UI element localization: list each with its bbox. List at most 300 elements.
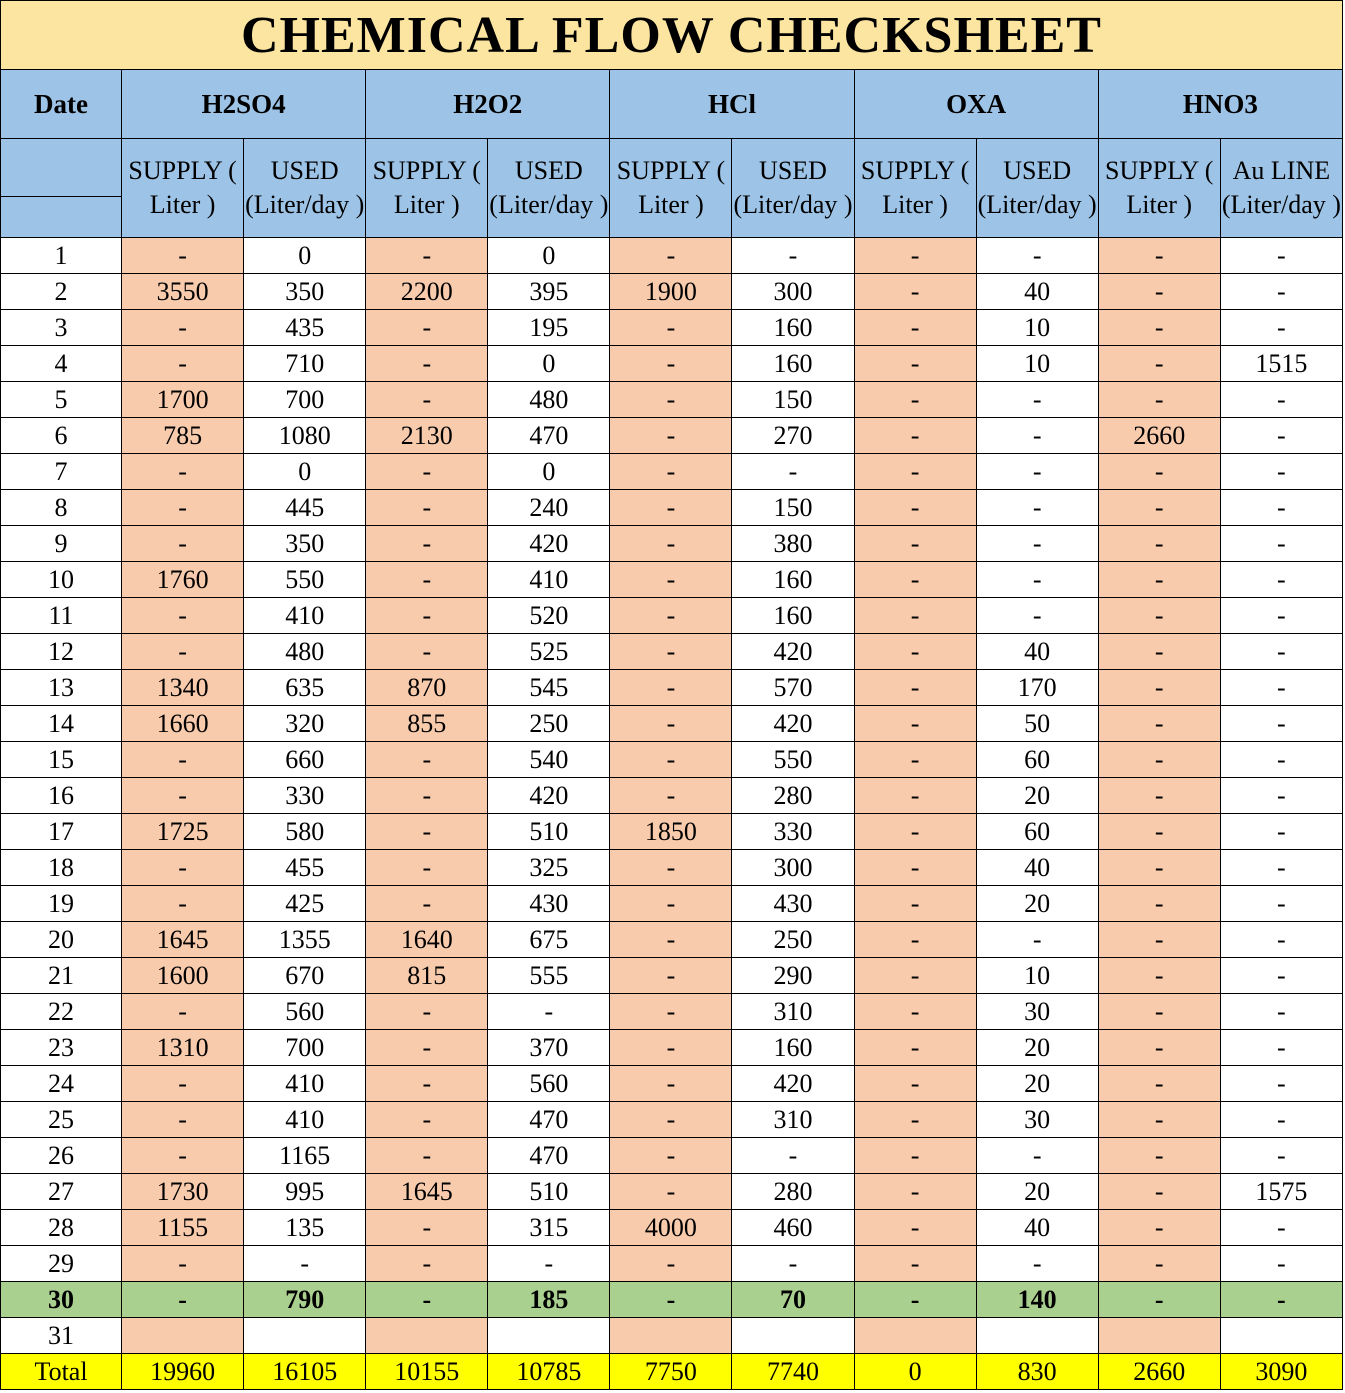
supply-header: SUPPLY ( Liter ) <box>1098 139 1220 238</box>
used-cell: 160 <box>732 346 854 382</box>
supply-cell: - <box>366 490 488 526</box>
date-cell: 9 <box>1 526 122 562</box>
table-row <box>1 490 1343 526</box>
supply-cell: - <box>122 490 244 526</box>
used-cell: 0 <box>488 454 610 490</box>
used-cell: 350 <box>244 526 366 562</box>
supply-cell: - <box>1098 1102 1220 1138</box>
supply-cell: - <box>1098 778 1220 814</box>
used-cell: 310 <box>732 994 854 1030</box>
used-cell: - <box>1220 634 1342 670</box>
table-row <box>1 238 1343 274</box>
used-cell: 510 <box>488 814 610 850</box>
used-cell: - <box>1220 994 1342 1030</box>
used-cell: - <box>1220 1210 1342 1246</box>
used-cell: - <box>1220 382 1342 418</box>
supply-cell: 1645 <box>366 1174 488 1210</box>
table-row <box>1 670 1343 706</box>
supply-cell: - <box>854 274 976 310</box>
used-cell: 160 <box>732 598 854 634</box>
supply-cell: - <box>1098 742 1220 778</box>
supply-cell: - <box>1098 310 1220 346</box>
supply-cell: - <box>366 238 488 274</box>
used-cell: 380 <box>732 526 854 562</box>
supply-cell: 1155 <box>122 1210 244 1246</box>
supply-cell: - <box>122 346 244 382</box>
used-cell: 315 <box>488 1210 610 1246</box>
used-cell: - <box>1220 1066 1342 1102</box>
used-cell: 675 <box>488 922 610 958</box>
used-cell: 410 <box>488 562 610 598</box>
used-cell: - <box>976 1138 1098 1174</box>
used-cell: 580 <box>244 814 366 850</box>
supply-cell: - <box>854 1066 976 1102</box>
used-cell: 0 <box>488 238 610 274</box>
used-cell: - <box>976 1246 1098 1282</box>
used-cell: - <box>1220 238 1342 274</box>
used-cell: - <box>732 1138 854 1174</box>
supply-cell: - <box>610 706 732 742</box>
date-subheader-blank-top <box>1 139 122 197</box>
supply-cell: - <box>854 706 976 742</box>
used-cell: 195 <box>488 310 610 346</box>
table-row <box>1 778 1343 814</box>
supply-cell: - <box>610 634 732 670</box>
used-cell: 635 <box>244 670 366 706</box>
table-row <box>1 994 1343 1030</box>
used-cell: 160 <box>732 1030 854 1066</box>
supply-cell: - <box>854 238 976 274</box>
supply-cell: - <box>122 1138 244 1174</box>
supply-cell: - <box>854 742 976 778</box>
supply-cell: - <box>366 1102 488 1138</box>
used-cell: 370 <box>488 1030 610 1066</box>
supply-cell: - <box>122 850 244 886</box>
supply-header: SUPPLY ( Liter ) <box>122 139 244 238</box>
date-cell: 14 <box>1 706 122 742</box>
used-cell: 435 <box>244 310 366 346</box>
used-cell: - <box>1220 850 1342 886</box>
used-cell: - <box>976 598 1098 634</box>
used-cell: 700 <box>244 382 366 418</box>
supply-cell: - <box>854 778 976 814</box>
table-row <box>1 1282 1343 1318</box>
supply-cell: - <box>610 238 732 274</box>
date-cell: 23 <box>1 1030 122 1066</box>
date-cell: 20 <box>1 922 122 958</box>
supply-cell: - <box>854 454 976 490</box>
supply-cell: - <box>1098 454 1220 490</box>
supply-cell: 785 <box>122 418 244 454</box>
supply-cell: - <box>854 1030 976 1066</box>
used-cell: 300 <box>732 274 854 310</box>
used-cell: 70 <box>732 1282 854 1318</box>
supply-cell: - <box>854 994 976 1030</box>
supply-cell: - <box>610 742 732 778</box>
used-cell: 50 <box>976 706 1098 742</box>
supply-cell: 1760 <box>122 562 244 598</box>
used-cell: - <box>1220 742 1342 778</box>
date-cell: 7 <box>1 454 122 490</box>
chemical-header-h2o2: H2O2 <box>366 70 610 139</box>
used-cell: 170 <box>976 670 1098 706</box>
supply-cell: - <box>610 850 732 886</box>
supply-cell: - <box>610 526 732 562</box>
supply-cell: - <box>1098 238 1220 274</box>
supply-cell: 1660 <box>122 706 244 742</box>
date-cell: 2 <box>1 274 122 310</box>
supply-cell: 1700 <box>122 382 244 418</box>
supply-cell: - <box>854 1246 976 1282</box>
used-cell: 300 <box>732 850 854 886</box>
table-row <box>1 850 1343 886</box>
total-cell: 830 <box>976 1354 1098 1390</box>
used-cell: - <box>1220 958 1342 994</box>
table-row <box>1 706 1343 742</box>
supply-cell: - <box>366 886 488 922</box>
supply-cell: - <box>366 778 488 814</box>
used-cell: 325 <box>488 850 610 886</box>
total-cell: 10785 <box>488 1354 610 1390</box>
used-cell: - <box>1220 490 1342 526</box>
table-row <box>1 382 1343 418</box>
supply-cell: - <box>610 1102 732 1138</box>
date-cell: 25 <box>1 1102 122 1138</box>
used-cell: - <box>1220 1138 1342 1174</box>
used-cell: 10 <box>976 310 1098 346</box>
used-cell: - <box>976 238 1098 274</box>
used-cell: 185 <box>488 1282 610 1318</box>
supply-cell: - <box>610 1282 732 1318</box>
supply-cell: - <box>1098 1210 1220 1246</box>
used-cell: 420 <box>732 634 854 670</box>
used-cell: - <box>1220 310 1342 346</box>
supply-cell: - <box>1098 670 1220 706</box>
used-cell: - <box>1220 1030 1342 1066</box>
supply-cell: - <box>854 382 976 418</box>
used-cell: - <box>1220 274 1342 310</box>
supply-cell: - <box>122 310 244 346</box>
supply-cell: 855 <box>366 706 488 742</box>
supply-cell: - <box>366 1030 488 1066</box>
supply-cell: - <box>366 1210 488 1246</box>
supply-cell: 2130 <box>366 418 488 454</box>
used-cell: - <box>1220 562 1342 598</box>
used-cell: 150 <box>732 490 854 526</box>
supply-cell: - <box>610 670 732 706</box>
used-cell: 20 <box>976 1030 1098 1066</box>
used-cell: 560 <box>244 994 366 1030</box>
used-cell: 540 <box>488 742 610 778</box>
used-cell: 470 <box>488 1102 610 1138</box>
supply-cell: - <box>1098 814 1220 850</box>
date-cell: 17 <box>1 814 122 850</box>
used-cell: 410 <box>244 1066 366 1102</box>
used-cell: 510 <box>488 1174 610 1210</box>
used-cell: 1080 <box>244 418 366 454</box>
supply-cell: - <box>122 1246 244 1282</box>
supply-cell: - <box>366 850 488 886</box>
used-cell: - <box>976 490 1098 526</box>
date-cell: 4 <box>1 346 122 382</box>
supply-cell <box>366 1318 488 1354</box>
used-cell: 1575 <box>1220 1174 1342 1210</box>
supply-cell: 2660 <box>1098 418 1220 454</box>
supply-cell: 1900 <box>610 274 732 310</box>
used-cell: 150 <box>732 382 854 418</box>
used-cell: 160 <box>732 310 854 346</box>
used-cell: 20 <box>976 778 1098 814</box>
supply-cell: - <box>122 1102 244 1138</box>
supply-cell: - <box>122 454 244 490</box>
used-cell: - <box>732 454 854 490</box>
table-row <box>1 346 1343 382</box>
used-cell: 470 <box>488 418 610 454</box>
supply-cell: - <box>366 1282 488 1318</box>
table-row <box>1 274 1343 310</box>
supply-cell: - <box>122 994 244 1030</box>
supply-cell: - <box>366 742 488 778</box>
used-cell: 290 <box>732 958 854 994</box>
used-cell: 20 <box>976 1174 1098 1210</box>
supply-cell: - <box>122 598 244 634</box>
date-cell: 8 <box>1 490 122 526</box>
used-cell <box>976 1318 1098 1354</box>
used-cell <box>732 1318 854 1354</box>
used-cell: 160 <box>732 562 854 598</box>
used-cell: 425 <box>244 886 366 922</box>
supply-cell: - <box>610 598 732 634</box>
supply-cell: - <box>854 490 976 526</box>
used-cell: 470 <box>488 1138 610 1174</box>
used-cell: - <box>976 418 1098 454</box>
supply-cell: 1640 <box>366 922 488 958</box>
used-cell: 420 <box>732 1066 854 1102</box>
date-cell: 5 <box>1 382 122 418</box>
supply-cell: 870 <box>366 670 488 706</box>
supply-cell: - <box>610 1138 732 1174</box>
used-cell: 460 <box>732 1210 854 1246</box>
used-cell: - <box>488 1246 610 1282</box>
used-cell: 420 <box>732 706 854 742</box>
date-header: Date <box>1 70 122 139</box>
used-cell: - <box>1220 598 1342 634</box>
used-cell: 570 <box>732 670 854 706</box>
used-cell <box>1220 1318 1342 1354</box>
supply-cell: - <box>854 922 976 958</box>
supply-cell: - <box>1098 886 1220 922</box>
supply-cell: - <box>366 1066 488 1102</box>
supply-cell: - <box>854 310 976 346</box>
supply-cell: - <box>854 1102 976 1138</box>
used-cell: - <box>1220 526 1342 562</box>
table-row <box>1 814 1343 850</box>
supply-cell: 1645 <box>122 922 244 958</box>
used-cell: 410 <box>244 1102 366 1138</box>
date-cell: 11 <box>1 598 122 634</box>
supply-cell: - <box>854 958 976 994</box>
used-cell: 520 <box>488 598 610 634</box>
supply-cell: - <box>366 598 488 634</box>
used-cell: - <box>732 238 854 274</box>
supply-cell: - <box>1098 274 1220 310</box>
used-cell: 790 <box>244 1282 366 1318</box>
supply-cell: - <box>854 634 976 670</box>
supply-cell: - <box>1098 1030 1220 1066</box>
used-cell: 700 <box>244 1030 366 1066</box>
table-row <box>1 526 1343 562</box>
used-cell: 545 <box>488 670 610 706</box>
supply-cell <box>1098 1318 1220 1354</box>
total-cell: 3090 <box>1220 1354 1342 1390</box>
used-cell: 660 <box>244 742 366 778</box>
used-cell: - <box>976 922 1098 958</box>
used-cell: 670 <box>244 958 366 994</box>
date-cell: 31 <box>1 1318 122 1354</box>
supply-cell: - <box>1098 634 1220 670</box>
supply-cell: - <box>1098 598 1220 634</box>
used-cell: 40 <box>976 634 1098 670</box>
supply-cell: - <box>1098 1282 1220 1318</box>
total-cell: 16105 <box>244 1354 366 1390</box>
au-line-header: Au LINE (Liter/day ) <box>1220 139 1342 238</box>
table-row <box>1 922 1343 958</box>
used-cell: 0 <box>244 238 366 274</box>
used-header: USED (Liter/day ) <box>976 139 1098 238</box>
total-row <box>1 1354 1343 1390</box>
used-cell: 135 <box>244 1210 366 1246</box>
table-row <box>1 1246 1343 1282</box>
chemical-header-oxa: OXA <box>854 70 1098 139</box>
supply-cell: - <box>1098 526 1220 562</box>
table-row <box>1 562 1343 598</box>
supply-cell: - <box>610 958 732 994</box>
used-cell: 280 <box>732 778 854 814</box>
used-cell <box>488 1318 610 1354</box>
supply-cell: - <box>854 562 976 598</box>
supply-cell: 1725 <box>122 814 244 850</box>
used-cell: 20 <box>976 886 1098 922</box>
used-cell: - <box>1220 670 1342 706</box>
supply-cell: - <box>1098 1246 1220 1282</box>
used-cell: 140 <box>976 1282 1098 1318</box>
used-cell: 480 <box>488 382 610 418</box>
date-cell: 27 <box>1 1174 122 1210</box>
used-cell: 420 <box>488 778 610 814</box>
used-cell: 560 <box>488 1066 610 1102</box>
date-cell: 29 <box>1 1246 122 1282</box>
supply-cell: - <box>366 346 488 382</box>
used-cell: 550 <box>244 562 366 598</box>
used-cell: 445 <box>244 490 366 526</box>
supply-cell: - <box>610 1174 732 1210</box>
supply-cell: - <box>122 1066 244 1102</box>
used-cell: - <box>488 994 610 1030</box>
total-cell: 7750 <box>610 1354 732 1390</box>
date-cell: 22 <box>1 994 122 1030</box>
date-cell: 28 <box>1 1210 122 1246</box>
date-cell: 18 <box>1 850 122 886</box>
used-cell: - <box>976 526 1098 562</box>
supply-cell: - <box>366 382 488 418</box>
supply-cell: - <box>854 1174 976 1210</box>
used-cell: - <box>976 454 1098 490</box>
used-cell: 395 <box>488 274 610 310</box>
supply-cell: - <box>854 850 976 886</box>
supply-cell: 1600 <box>122 958 244 994</box>
date-cell: 21 <box>1 958 122 994</box>
date-cell: 10 <box>1 562 122 598</box>
date-cell: 13 <box>1 670 122 706</box>
used-cell: 30 <box>976 994 1098 1030</box>
supply-cell: - <box>610 346 732 382</box>
supply-cell: - <box>1098 1138 1220 1174</box>
supply-cell: - <box>366 1138 488 1174</box>
used-cell: - <box>976 382 1098 418</box>
table-row <box>1 418 1343 454</box>
total-cell: 0 <box>854 1354 976 1390</box>
supply-cell: - <box>610 490 732 526</box>
supply-cell: - <box>610 886 732 922</box>
used-cell: 250 <box>732 922 854 958</box>
supply-cell: - <box>610 1246 732 1282</box>
supply-cell: 1850 <box>610 814 732 850</box>
used-cell: 330 <box>244 778 366 814</box>
supply-cell: - <box>1098 850 1220 886</box>
supply-cell: - <box>610 1066 732 1102</box>
supply-cell: - <box>366 562 488 598</box>
supply-cell: - <box>854 814 976 850</box>
table-row <box>1 958 1343 994</box>
supply-cell <box>610 1318 732 1354</box>
used-cell: 60 <box>976 814 1098 850</box>
used-cell: - <box>1220 1102 1342 1138</box>
supply-cell: - <box>854 598 976 634</box>
table-row <box>1 1138 1343 1174</box>
supply-cell: - <box>610 418 732 454</box>
supply-cell: - <box>610 994 732 1030</box>
used-cell: - <box>1220 922 1342 958</box>
supply-cell: - <box>1098 922 1220 958</box>
total-cell: 19960 <box>122 1354 244 1390</box>
supply-cell: - <box>122 1282 244 1318</box>
supply-cell: - <box>854 526 976 562</box>
used-cell: 20 <box>976 1066 1098 1102</box>
supply-cell: - <box>610 562 732 598</box>
used-cell: 350 <box>244 274 366 310</box>
used-cell: 10 <box>976 346 1098 382</box>
date-cell: 12 <box>1 634 122 670</box>
table-row <box>1 454 1343 490</box>
used-cell: - <box>732 1246 854 1282</box>
used-cell: 240 <box>488 490 610 526</box>
supply-cell: - <box>854 1282 976 1318</box>
used-cell: - <box>1220 454 1342 490</box>
table-row <box>1 634 1343 670</box>
used-cell: 430 <box>732 886 854 922</box>
supply-cell: 1310 <box>122 1030 244 1066</box>
supply-cell: - <box>610 1030 732 1066</box>
used-cell: 1515 <box>1220 346 1342 382</box>
date-cell: 3 <box>1 310 122 346</box>
supply-cell: - <box>610 778 732 814</box>
supply-cell: - <box>366 994 488 1030</box>
supply-cell: - <box>366 310 488 346</box>
supply-cell: - <box>610 922 732 958</box>
supply-cell: - <box>366 454 488 490</box>
supply-header: SUPPLY ( Liter ) <box>366 139 488 238</box>
supply-cell: - <box>854 886 976 922</box>
